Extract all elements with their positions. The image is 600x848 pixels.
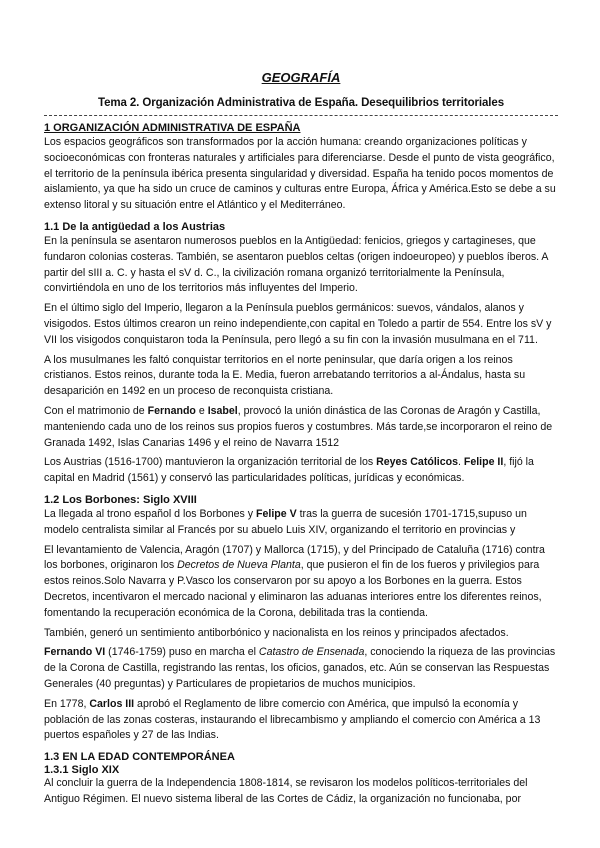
paragraph [44, 645, 558, 692]
topic-title: Tema 2. Organización Administrativa de España. Desequilibrios territoriales [98, 97, 504, 109]
document-page [44, 70, 558, 808]
subject-title: GEOGRAFÍA [261, 70, 341, 85]
italic-term: Catastro de Ensenada [258, 646, 365, 659]
paragraph [44, 507, 558, 539]
text-run: , provocó la unión dinástica de las Coronas de Aragón y Castilla, manteniendo cada uno de los reinos sus propios fueros y costumbres. Más tarde,se incorporaron el reino de Granada 1492, Islas Canarias 1496 y el reino de Navarra 1512 [44, 404, 553, 449]
paragraph [44, 404, 558, 451]
paragraph: En la península se asentaron numerosos pueblos en la Antigüedad: fenicios, griegos y cartagineses, que fundaron colonias costeras. También, se asentaron pueblos celtas (origen indoeuropeo) y pueblos íberos. A partir del sIII a. C. y hasta el sV d. C., la civilización romana organizó territorialmente la Península, convirtiéndola en uno de los territorios más influyentes del Imperio. [44, 234, 548, 295]
text-run: e [195, 404, 208, 417]
dashed-divider [44, 115, 558, 116]
bold-term: Fernando VI [44, 646, 106, 659]
bold-term: Reyes Católicos [376, 456, 458, 469]
subsection-heading: 1.2 Los Borbones: Siglo XVIII [44, 493, 197, 506]
paragraph [44, 455, 558, 487]
text-run: tras la guerra de sucesión 1701-1715,supuso un modelo centralista similar al Francés por su abuelo Luis XIV, organizando el territorio en provincias y [44, 507, 527, 536]
subsection-heading: 1.1 De la antigüedad a los Austrias [44, 220, 226, 233]
text-run: , que pusieron el fin de los fueros y privilegios para estos reinos.Solo Navarra y P.Vasco los conservaron por su apoyo a los Borbones en la guerra. Estos Decretos, incentivaron el mercado nacional y eliminaron las aduanas interiores entre los diferentes reinos, fomentando la recuperación económica de la Corona, debilitada tras la contienda. [44, 559, 542, 619]
text-run: , fijó la capital en Madrid (1561) y conservó las particularidades políticas, jurídicas y económicas. [44, 456, 534, 485]
text-run: aprobó el Reglamento de libre comercio con América, que impulsó la economía y población de las zonas costeras, instaurando el librecambismo y ampliando el comercio con América a 13 puertos españoles y 27 de las Indias. [44, 697, 541, 742]
paragraph: Al concluir la guerra de la Independencia 1808-1814, se revisaron los modelos políticos-territoriales del Antiguo Régimen. El nuevo sistema liberal de las Cortes de Cádiz, la organización no funcionaba, por [44, 777, 528, 805]
subsection-heading: 1.3 EN LA EDAD CONTEMPORÁNEA [44, 751, 235, 764]
bold-term: Fernando [147, 404, 196, 417]
bold-term: Carlos III [89, 697, 135, 710]
text-run: Los Austrias (1516-1700) mantuvieron la organización territorial de los [44, 456, 377, 469]
italic-term: Decretos de Nueva Planta [177, 559, 301, 572]
paragraph: A los musulmanes les faltó conquistar territorios en el norte peninsular, que daría origen a los reinos cristianos. Estos reinos, durante toda la E. Media, fueron arrebatando territorios a al-Ándalus, hasta su desaparición en 1492 en un proceso de reconquista cristiana. [44, 353, 526, 398]
paragraph: También, generó un sentimiento antiborbónico y nacionalista en los reinos y principados afectados. [44, 626, 509, 639]
section-heading: 1 ORGANIZACIÓN ADMINISTRATIVA DE ESPAÑA [44, 122, 301, 134]
bold-term: Felipe II [463, 456, 504, 469]
text-run: El levantamiento de Valencia, Aragón (1707) y Mallorca (1715), y del Principado de Cataluña (1716) contra los borbones, originaron los [44, 543, 545, 572]
paragraph: Los espacios geográficos son transformados por la acción humana: creando organizaciones políticas y socioeconómicas con fronteras naturales y artificiales para diferenciarse. Desde el punto de vista geográfico, el territorio de la península ibérica presenta singularidad y diversidad. España ha tenido pocos momentos de aislamiento, ya que ha sido un cruce de caminos y culturas entre Europa, África y América.Esto se debe a su extenso litoral y su situación entre el Atlántico y el Mediterráneo. [44, 136, 556, 212]
paragraph [44, 697, 558, 744]
text-run: Con el matrimonio de [44, 404, 148, 417]
text-run: En 1778, [44, 697, 90, 710]
paragraph: En el último siglo del Imperio, llegaron a la Península pueblos germánicos: suevos, vándalos, alanos y visigodos. Estos últimos crearon un reino independiente,con capital en Toledo a partir de 554. Entre los sV y VII los visigodos conquistaron toda la Península, pero llegó a su fin con la invasión musulmana en el 711. [44, 302, 552, 346]
text-run: La llegada al trono español d los Borbones y [44, 507, 257, 520]
bold-term: Isabel [207, 404, 238, 417]
bold-term: Felipe V [256, 507, 297, 520]
text-run: (1746-1759) puso en marcha el [105, 646, 259, 659]
paragraph [44, 543, 558, 622]
sub-subsection-heading: 1.3.1 Siglo XIX [44, 764, 120, 777]
text-run: , conociendo la riqueza de las provincias de la Corona de Castilla, registrando las rentas, los oficios, ganados, etc. Aún se conservan las Respuestas Generales (40 preguntas) y Particulares de propietarios de muchos municipios. [44, 646, 556, 690]
text-run: . [457, 456, 464, 469]
